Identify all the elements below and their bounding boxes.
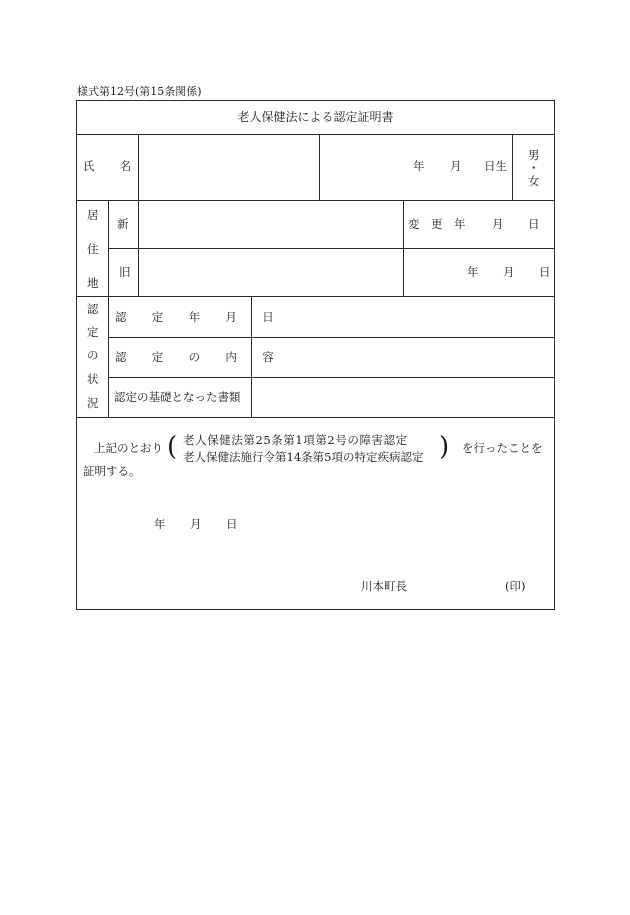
certify-prefix: 上記のとおり	[94, 441, 163, 455]
status-content-label: 認 定 の 内 容	[115, 350, 281, 364]
old-year-label: 年	[467, 265, 479, 279]
certify-line-2: 証明する。	[83, 464, 141, 478]
change-month-label: 月	[492, 217, 504, 231]
status-basis-label: 認定の基礎となった書類	[114, 390, 241, 404]
divider-status-content	[108, 377, 555, 378]
certify-option-2: 老人保健法施行令第14条第5項の特定疾病認定	[183, 450, 424, 464]
address-label-2: 住	[87, 242, 99, 256]
certify-suffix: を行ったことを	[462, 441, 543, 455]
status-date-label: 認 定 年 月 日	[115, 310, 281, 324]
birth-day-label: 日生	[484, 159, 507, 173]
status-label-3: の	[87, 348, 99, 362]
gender-dot: ・	[528, 161, 540, 175]
birth-year-label: 年	[413, 159, 425, 173]
divider-left-label	[108, 200, 109, 417]
divider-address-date	[403, 200, 404, 296]
divider-status-date	[108, 337, 555, 338]
seal-mark: (印)	[505, 579, 526, 593]
divider-address-sublabel	[138, 200, 139, 296]
address-new-label: 新	[117, 217, 129, 231]
issue-day-label: 日	[226, 517, 238, 531]
gender-female: 女	[528, 174, 540, 188]
old-month-label: 月	[503, 265, 515, 279]
form-number: 様式第12号(第15条関係)	[77, 85, 202, 98]
name-label: 氏 名	[83, 159, 139, 173]
issue-month-label: 月	[190, 517, 202, 531]
address-label-3: 地	[87, 276, 99, 290]
status-label-1: 認	[87, 302, 99, 316]
divider-title	[76, 134, 555, 135]
birth-month-label: 月	[450, 159, 462, 173]
status-label-5: 況	[87, 396, 99, 410]
old-day-label: 日	[539, 265, 551, 279]
divider-gender	[512, 134, 513, 200]
divider-name	[76, 200, 555, 201]
divider-address	[76, 296, 555, 297]
divider-name-date	[319, 134, 320, 200]
certify-option-1: 老人保健法第25条第1項第2号の障害認定	[183, 433, 408, 447]
certificate-title: 老人保健法による認定証明書	[237, 110, 394, 124]
change-date-label: 変 更 年	[408, 217, 466, 231]
left-brace: (	[167, 432, 178, 462]
address-old-label: 旧	[119, 265, 131, 279]
issuer-name: 川本町長	[361, 579, 407, 593]
status-label-4: 状	[87, 372, 99, 386]
status-label-2: 定	[87, 325, 99, 339]
address-label-1: 居	[87, 208, 99, 222]
right-brace: )	[439, 432, 450, 462]
divider-status	[76, 417, 555, 418]
gender-male: 男	[528, 148, 540, 162]
issue-year-label: 年	[154, 517, 166, 531]
divider-address-new	[108, 248, 555, 249]
change-day-label: 日	[528, 217, 540, 231]
